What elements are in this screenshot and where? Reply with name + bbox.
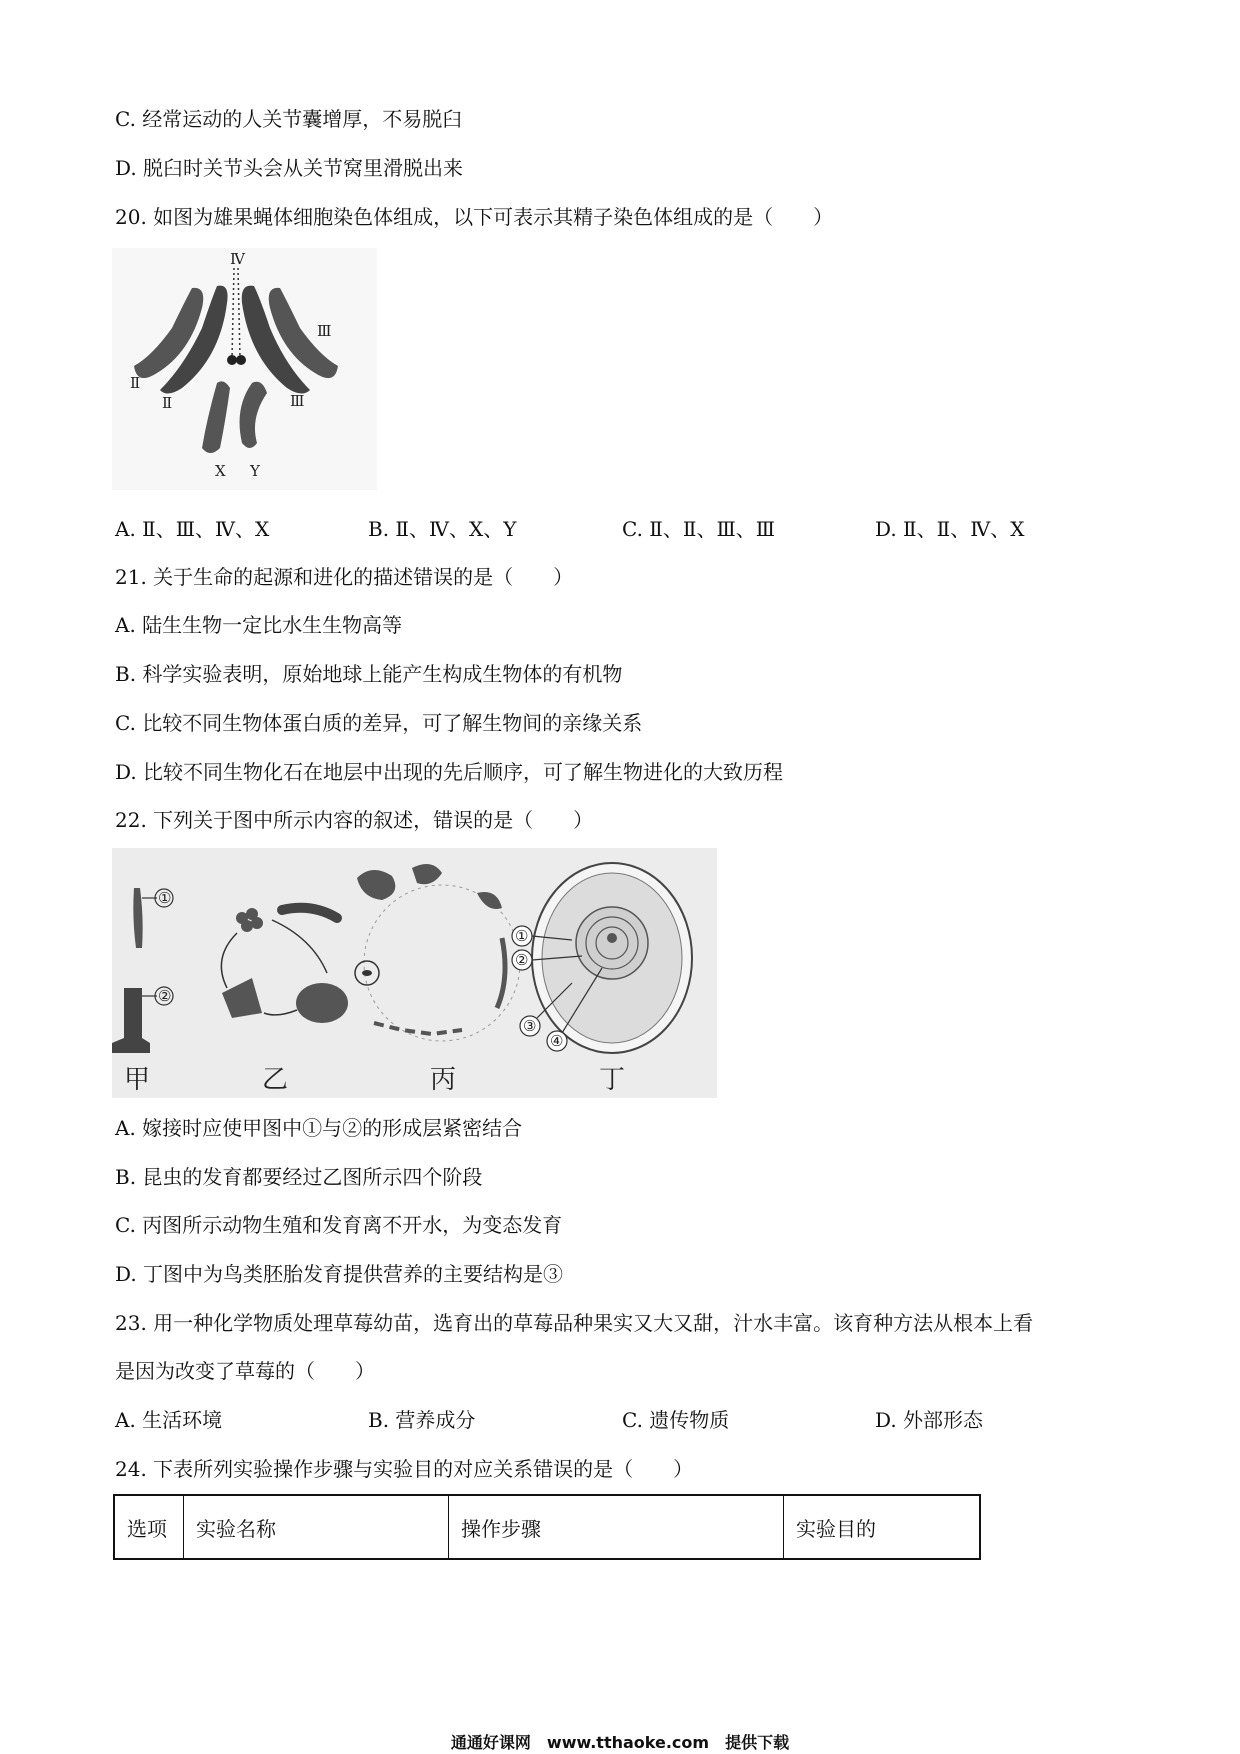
header-experiment-name: 实验名称: [184, 1495, 449, 1559]
q23-option-b: B. 营养成分: [368, 1408, 476, 1432]
q23-stem-line2: 是因为改变了草莓的（ ）: [115, 1359, 375, 1383]
q22-option-d: D. 丁图中为鸟类胚胎发育提供营养的主要结构是③: [115, 1262, 564, 1286]
q22-stem: 22. 下列关于图中所示内容的叙述，错误的是（ ）: [115, 808, 594, 832]
chromosome-figure: [112, 248, 377, 490]
experiment-table: [113, 1494, 981, 1560]
q20-stem: 20. 如图为雄果蝇体细胞染色体组成，以下可表示其精子染色体组成的是（ ）: [115, 205, 834, 229]
header-procedure: 操作步骤: [449, 1495, 784, 1559]
label-ii-outer: Ⅱ: [130, 374, 141, 392]
q21-stem: 21. 关于生命的起源和进化的描述错误的是（ ）: [115, 565, 574, 589]
q23-option-c: C. 遗传物质: [622, 1408, 730, 1432]
q20-option-a: A. Ⅱ、Ⅲ、Ⅳ、X: [115, 517, 270, 541]
label-iii-inner: Ⅲ: [290, 392, 305, 410]
label-iii-outer: Ⅲ: [317, 322, 332, 340]
q21-option-c: C. 比较不同生物体蛋白质的差异，可了解生物间的亲缘关系: [115, 711, 643, 735]
page-footer: 通通好课网 www.tthaoke.com 提供下载: [450, 1733, 790, 1752]
caption-ding: 丁: [599, 1065, 626, 1095]
q22-option-a: A. 嫁接时应使甲图中①与②的形成层紧密结合: [115, 1116, 523, 1140]
marker-ding-2: ②: [515, 951, 529, 969]
header-option: 选项: [114, 1495, 184, 1559]
q22-option-b: B. 昆虫的发育都要经过乙图所示四个阶段: [115, 1165, 483, 1189]
marker-jia-1: ①: [158, 889, 172, 907]
header-purpose: 实验目的: [784, 1495, 981, 1559]
caption-yi: 乙: [262, 1065, 289, 1095]
q21-option-a: A. 陆生生物一定比水生生物高等: [115, 613, 403, 637]
q24-stem: 24. 下表所列实验操作步骤与实验目的对应关系错误的是（ ）: [115, 1457, 694, 1481]
q19-option-c: C. 经常运动的人关节囊增厚，不易脱臼: [115, 107, 463, 131]
q20-option-b: B. Ⅱ、Ⅳ、X、Y: [368, 517, 517, 541]
q21-option-b: B. 科学实验表明，原始地球上能产生构成生物体的有机物: [115, 662, 623, 686]
q20-option-d: D. Ⅱ、Ⅱ、Ⅳ、X: [875, 517, 1025, 541]
q22-option-c: C. 丙图所示动物生殖和发育离不开水，为变态发育: [115, 1213, 563, 1237]
label-ii-inner: Ⅱ: [162, 394, 173, 412]
marker-jia-2: ②: [158, 987, 172, 1005]
caption-jia: 甲: [124, 1065, 151, 1095]
q23-stem-line1: 23. 用一种化学物质处理草莓幼苗，选育出的草莓品种果实又大又甜，汁水丰富。该育种方法从根本上看: [115, 1311, 1034, 1335]
life-cycle-figure: [112, 848, 717, 1098]
marker-ding-1: ①: [515, 927, 529, 945]
label-x: X: [215, 462, 226, 480]
table-header-row: [114, 1495, 980, 1559]
label-y: Y: [250, 462, 260, 480]
q20-option-c: C. Ⅱ、Ⅱ、Ⅲ、Ⅲ: [622, 517, 776, 541]
q21-option-d: D. 比较不同生物化石在地层中出现的先后顺序，可了解生物进化的大致历程: [115, 760, 784, 784]
label-iv: Ⅳ: [230, 250, 245, 268]
q23-option-d: D. 外部形态: [875, 1408, 984, 1432]
marker-ding-4: ④: [550, 1032, 564, 1050]
q19-option-d: D. 脱臼时关节头会从关节窝里滑脱出来: [115, 156, 464, 180]
caption-bing: 丙: [430, 1065, 457, 1095]
q23-option-a: A. 生活环境: [115, 1408, 223, 1432]
marker-ding-3: ③: [523, 1017, 537, 1035]
